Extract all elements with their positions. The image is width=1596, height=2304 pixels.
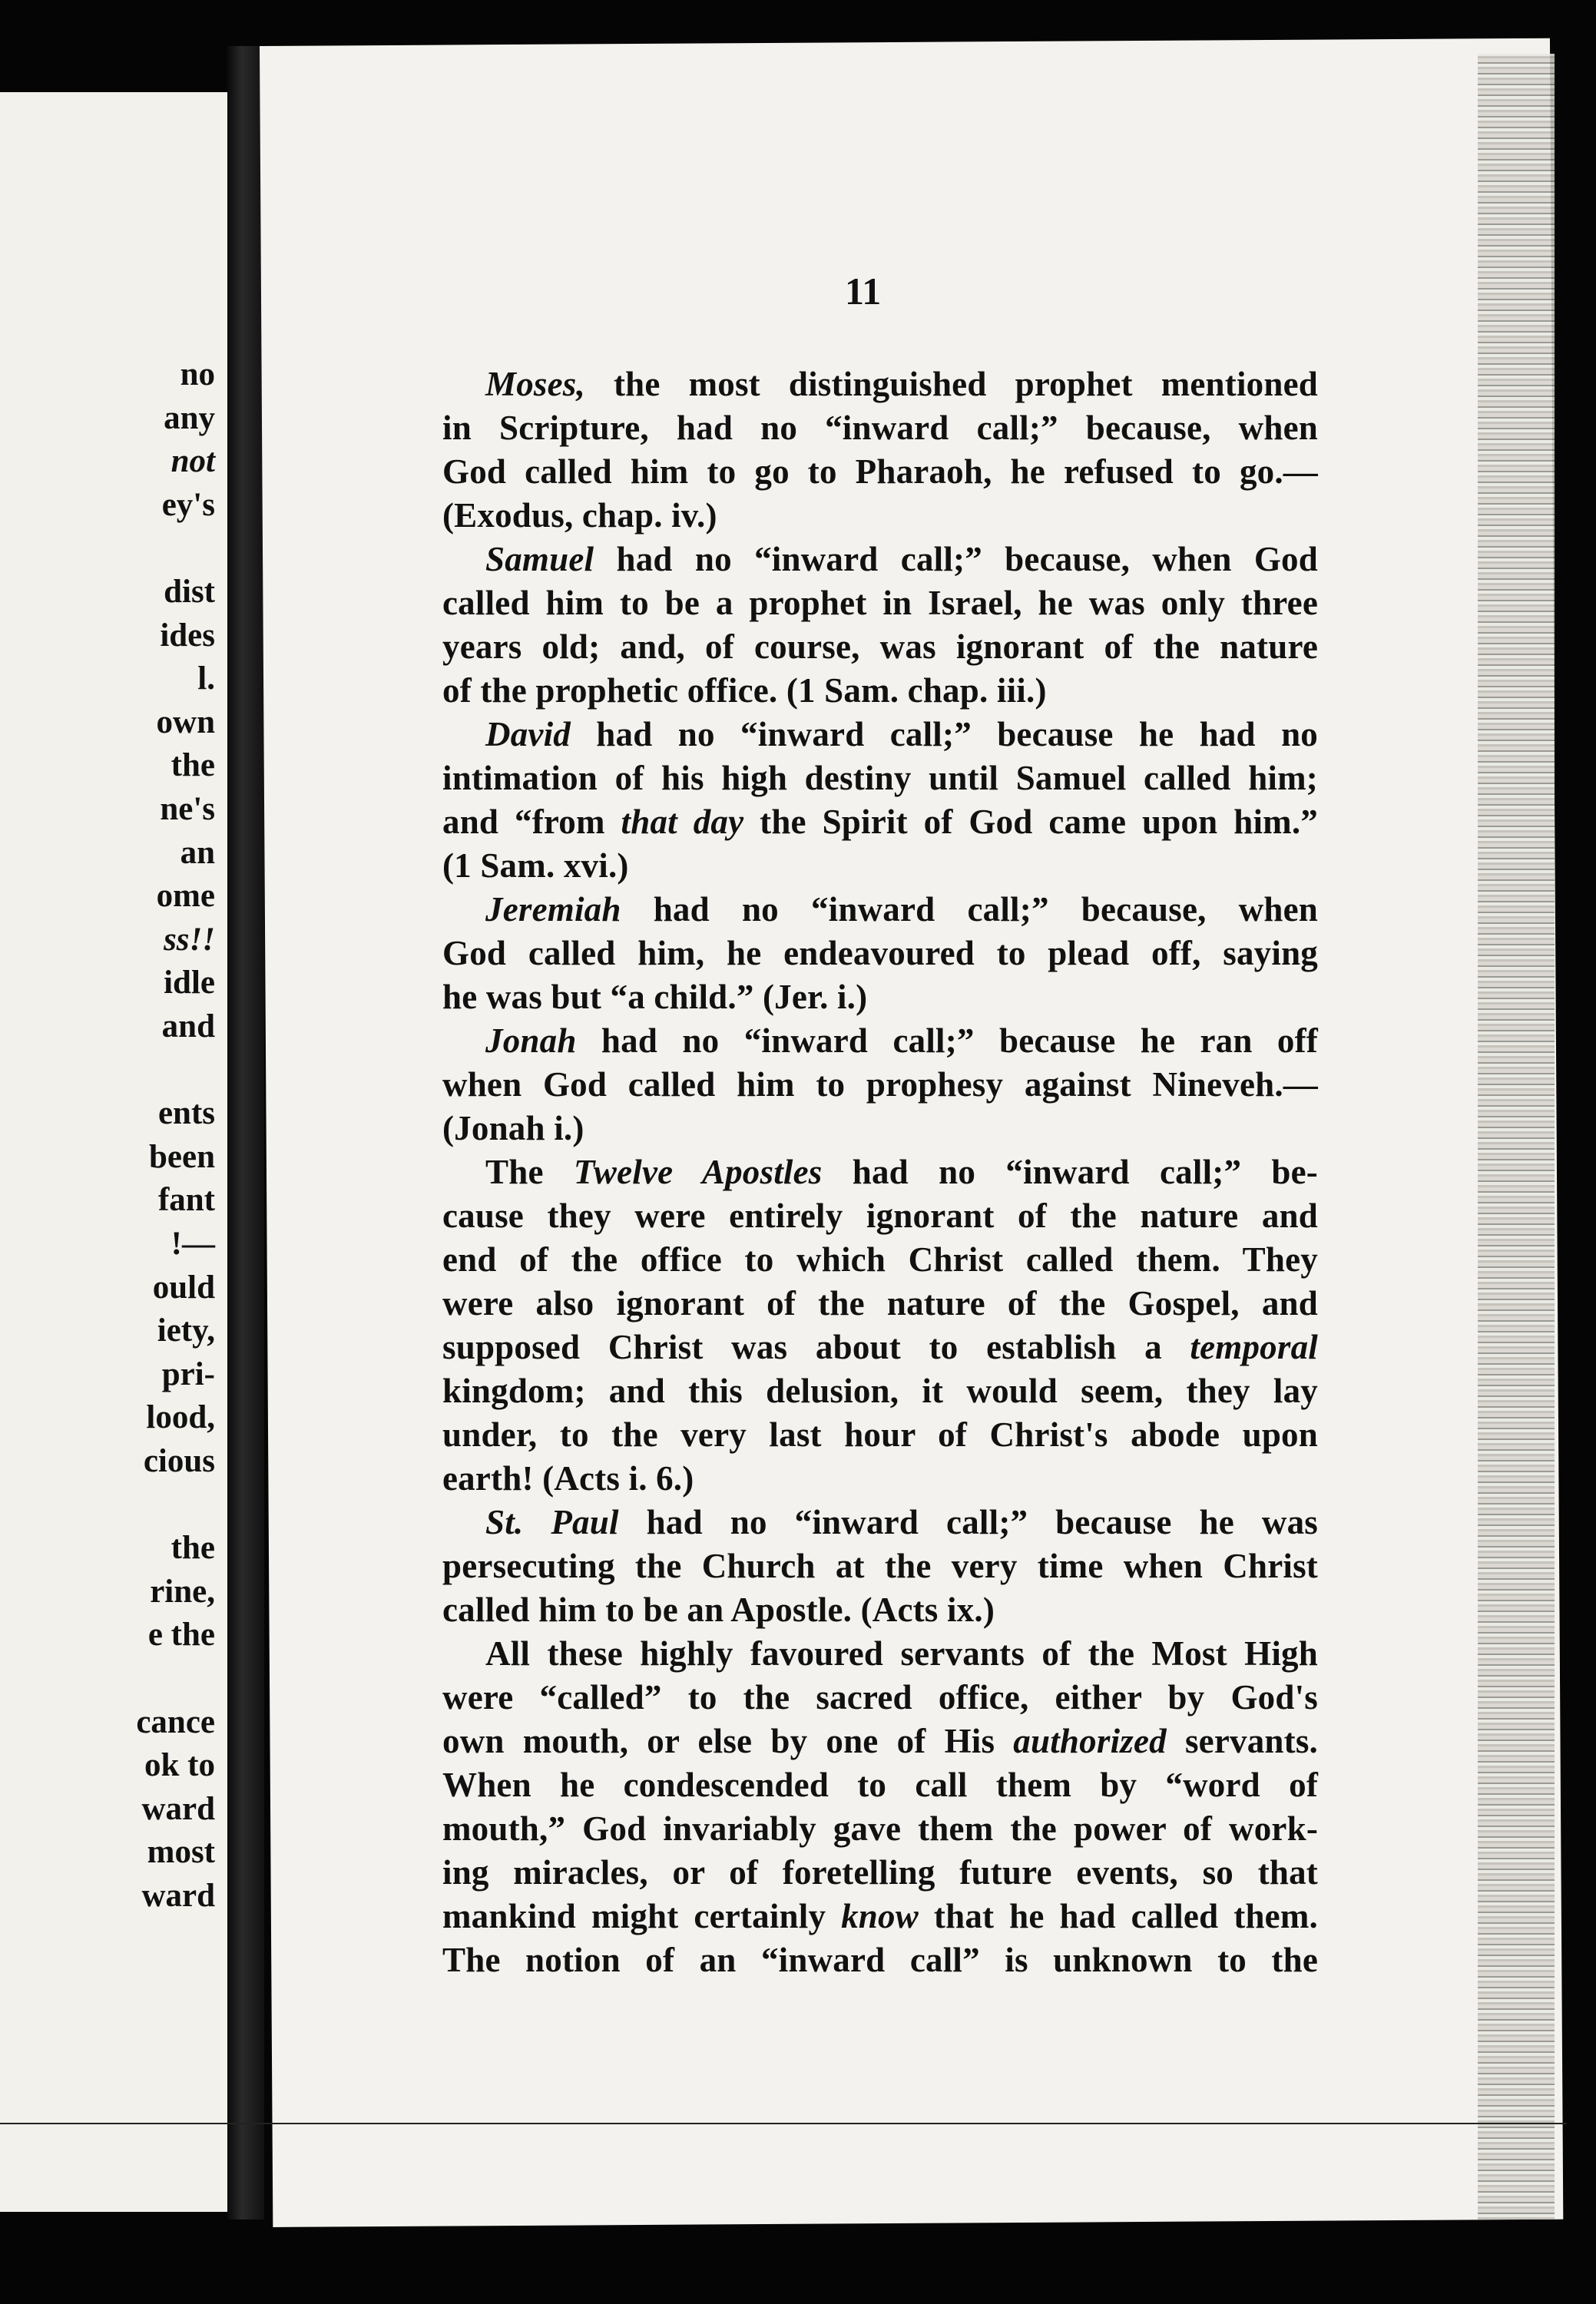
text-run: had no “inward call;” because he had no (570, 715, 1318, 753)
text-line (442, 1807, 1318, 1851)
left-page-fragment: e the (147, 1617, 215, 1654)
left-page-fragment: idle (164, 965, 215, 1001)
book-gutter (227, 46, 264, 2220)
text-line (442, 625, 1318, 669)
text-run: had no “inward call;” because, when God (594, 540, 1318, 578)
text-run: had no “inward call;” because he ran off (576, 1021, 1318, 1060)
text-run: were also ignorant of the nature of the Gospel, and (442, 1284, 1318, 1322)
text-line (442, 1544, 1318, 1588)
left-page-fragment: fant (157, 1182, 215, 1219)
text-line (442, 669, 1318, 713)
left-page-fragment: ward (141, 1878, 215, 1914)
page-bottom-rule (0, 2123, 1567, 2124)
text-line (442, 1938, 1318, 1982)
text-line (442, 1501, 1318, 1544)
italic-text: Samuel (485, 540, 594, 578)
left-page-fragment: !— (171, 1226, 215, 1262)
text-run: The (485, 1153, 574, 1191)
text-run: under, to the very last hour of Christ's abode upon (442, 1415, 1318, 1454)
italic-text: that day (621, 803, 744, 841)
left-page-fragment: and (161, 1008, 215, 1044)
text-run: ing miracles, or of foretelling future events, so that (442, 1853, 1318, 1892)
italic-text: Moses, (485, 365, 585, 403)
text-line (442, 1632, 1318, 1676)
text-run: earth! (Acts i. 6.) (442, 1459, 694, 1498)
italic-text: David (485, 715, 571, 753)
text-run: kingdom; and this delusion, it would seem, they lay (442, 1372, 1318, 1410)
text-run: called him to be an Apostle. (Acts ix.) (442, 1591, 995, 1629)
text-line (442, 1107, 1318, 1150)
text-run: persecuting the Church at the very time when Christ (442, 1547, 1318, 1585)
text-line (442, 406, 1318, 450)
text-line (442, 975, 1318, 1019)
left-page-fragment: not (171, 443, 215, 480)
text-line (442, 1720, 1318, 1763)
text-run: were “called” to the sacred office, either by God's (442, 1678, 1318, 1716)
text-line (442, 1895, 1318, 1938)
text-line (442, 1851, 1318, 1895)
left-page-fragment: cance (136, 1703, 215, 1740)
text-line (442, 1369, 1318, 1413)
text-run: God called him, he endeavoured to plead off, saying (442, 934, 1318, 972)
text-line (442, 494, 1318, 538)
text-line (442, 362, 1318, 406)
text-run: mankind might certainly (442, 1897, 842, 1935)
page-number: 11 (845, 270, 882, 313)
text-run: when God called him to prophesy against Nineveh.— (442, 1065, 1318, 1104)
text-run: the Spirit of God came upon him.” (743, 803, 1318, 841)
text-line (442, 844, 1318, 888)
left-page-fragment: the (171, 1530, 215, 1567)
text-run: When he condescended to call them by “word of (442, 1766, 1318, 1804)
text-run: The notion of an “inward call” is unknown to the (442, 1941, 1318, 1979)
text-line (442, 1063, 1318, 1107)
text-run: had no “inward call;” because he was (618, 1503, 1318, 1541)
italic-text: authorized (1013, 1722, 1167, 1760)
body-text (442, 362, 1318, 1982)
italic-text: Jeremiah (485, 890, 621, 929)
left-page-fragment: iety, (157, 1313, 215, 1349)
left-page-fragment: no (180, 356, 215, 392)
text-run: of the prophetic office. (1 Sam. chap. iii.) (442, 671, 1047, 710)
left-page-fragment: rine, (150, 1573, 215, 1610)
text-run: All these highly favoured servants of the Most High (485, 1634, 1318, 1673)
text-run: mouth,” God invariably gave them the power of work- (442, 1809, 1318, 1848)
text-run: that he had called them. (918, 1897, 1318, 1935)
text-line (442, 1238, 1318, 1282)
text-line (442, 1588, 1318, 1632)
left-page-fragment: any (164, 399, 215, 436)
text-line (442, 1150, 1318, 1194)
italic-text: Jonah (485, 1021, 577, 1060)
text-run: he was but “a child.” (Jer. i.) (442, 978, 868, 1016)
left-page-fragment: ey's (161, 486, 215, 523)
text-run: servants. (1166, 1722, 1318, 1760)
page-edge-texture (1478, 54, 1555, 2220)
text-run: years old; and, of course, was ignorant of the nature (442, 627, 1318, 666)
italic-text: temporal (1190, 1328, 1318, 1366)
text-line (442, 932, 1318, 975)
text-run: in Scripture, had no “inward call;” because, when (442, 409, 1318, 447)
text-run: had no “inward call;” be- (822, 1153, 1318, 1191)
text-line (442, 756, 1318, 800)
left-page-fragment: ward (141, 1790, 215, 1827)
text-line (442, 1282, 1318, 1326)
text-run: cause they were entirely ignorant of the nature and (442, 1197, 1318, 1235)
text-run: the most distinguished prophet mentioned (584, 365, 1318, 403)
text-line (442, 581, 1318, 625)
left-page-fragment: cious (143, 1443, 215, 1479)
italic-text: know (841, 1897, 919, 1935)
text-run: own mouth, or else by one of His (442, 1722, 1014, 1760)
left-page-fragment: been (149, 1138, 215, 1175)
text-run: God called him to go to Pharaoh, he refused to go.— (442, 452, 1318, 491)
left-page-fragment: own (156, 703, 215, 740)
left-page-fragment: ents (157, 1095, 215, 1132)
left-page-fragment: ne's (160, 791, 215, 827)
text-run: end of the office to which Christ called them. They (442, 1240, 1318, 1279)
text-line (442, 888, 1318, 932)
text-line (442, 538, 1318, 581)
text-run: intimation of his high destiny until Samuel called him; (442, 759, 1318, 797)
text-run: (Exodus, chap. iv.) (442, 496, 717, 535)
left-page-fragment: pri- (161, 1356, 215, 1392)
text-run: (Jonah i.) (442, 1109, 584, 1147)
text-line (442, 800, 1318, 844)
text-line (442, 1194, 1318, 1238)
text-run: supposed Christ was about to establish a (442, 1328, 1190, 1366)
previous-page-fragment (0, 92, 227, 2212)
text-run: and “from (442, 803, 621, 841)
text-line (442, 1457, 1318, 1501)
left-page-fragment: an (180, 834, 215, 871)
italic-text: St. Paul (485, 1503, 619, 1541)
text-run: called him to be a prophet in Israel, he was only three (442, 584, 1318, 622)
left-page-fragment: the (171, 747, 215, 784)
left-page-fragment: most (147, 1834, 215, 1871)
text-line (442, 1326, 1318, 1369)
italic-text: Twelve Apostles (573, 1153, 823, 1191)
text-run: (1 Sam. xvi.) (442, 846, 629, 885)
text-line (442, 1413, 1318, 1457)
text-run: had no “inward call;” because, when (621, 890, 1318, 929)
left-page-fragment: ould (152, 1269, 215, 1306)
left-page-fragment: ides (160, 617, 215, 654)
left-page-fragment: dist (164, 574, 215, 610)
left-page-fragment: l. (197, 660, 215, 697)
text-line (442, 1763, 1318, 1807)
text-line (442, 713, 1318, 756)
left-page-fragment: lood, (146, 1399, 215, 1436)
text-line (442, 450, 1318, 494)
left-page-fragment: ss!! (164, 921, 215, 958)
left-page-fragment: ok to (144, 1747, 215, 1784)
text-line (442, 1676, 1318, 1720)
text-line (442, 1019, 1318, 1063)
left-page-fragment: ome (156, 878, 215, 915)
